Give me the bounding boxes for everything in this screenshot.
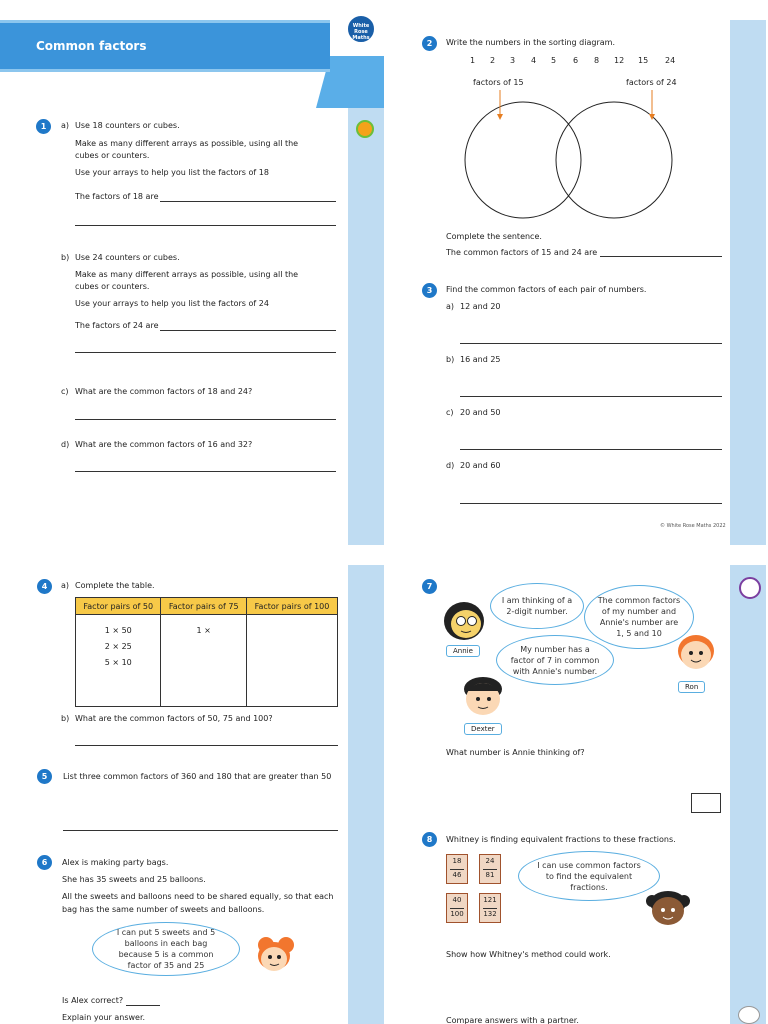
- factor-pair: 5 × 10: [104, 658, 132, 667]
- answer-line[interactable]: [460, 503, 722, 504]
- whitney-avatar: [642, 885, 692, 929]
- q1a-text-line: Make as many different arrays as possible, using all the: [75, 139, 299, 148]
- bubble-text: The common factors of my number and Annie's number are 1, 5 and 10: [597, 596, 681, 638]
- alex-avatar: [246, 931, 294, 975]
- q2-sentence: The common factors of 15 and 24 are: [446, 248, 598, 257]
- whitney-speech-bubble: [518, 851, 660, 901]
- bubble-text: My number has a factor of 7 in common with Annie's number.: [510, 644, 600, 676]
- q8-show: Show how Whitney's method could work.: [446, 950, 611, 959]
- q1a-instruction: Use 18 counters or cubes.: [75, 121, 180, 130]
- answer-line[interactable]: [460, 449, 722, 450]
- thinking-icon: [739, 577, 761, 599]
- q6-text-line: bag has the same number of sweets and balloons.: [62, 905, 265, 914]
- question-number-7: 7: [422, 579, 437, 594]
- sort-number[interactable]: 24: [665, 56, 676, 65]
- copyright-text: © White Rose Maths 2022: [660, 523, 726, 529]
- q2-instruction: Write the numbers in the sorting diagram.: [446, 38, 615, 47]
- worksheet-page-2: [384, 0, 768, 545]
- q1b-text-line: cubes or counters.: [75, 282, 150, 291]
- question-number-4: 4: [37, 579, 52, 594]
- q1b-instruction: Use 24 counters or cubes.: [75, 253, 180, 262]
- factor-pair: 1 × 50: [104, 626, 132, 635]
- q6-text-line: All the sweets and balloons need to be shared equally, so that each: [62, 892, 334, 901]
- side-strip: [730, 565, 766, 1024]
- factor-pair: 2 × 25: [104, 642, 132, 651]
- page-title: Common factors: [36, 39, 147, 53]
- fraction-card: [479, 893, 501, 923]
- question-number-5: 5: [37, 769, 52, 784]
- q3a-pair: 12 and 20: [460, 302, 501, 311]
- question-number-8: 8: [422, 832, 437, 847]
- part-label-a: a): [61, 121, 70, 130]
- answer-line[interactable]: [460, 396, 722, 397]
- table-header: Factor pairs of 100: [246, 598, 337, 615]
- q1b-prompt: The factors of 24 are: [75, 321, 159, 330]
- part-label-c: c): [61, 387, 69, 396]
- part-label-b: b): [61, 253, 70, 262]
- sort-number[interactable]: 15: [638, 56, 649, 65]
- answer-line[interactable]: [75, 419, 336, 420]
- q2-complete: Complete the sentence.: [446, 232, 542, 241]
- q4a-instruction: Complete the table.: [75, 581, 155, 590]
- part-label-a: a): [446, 302, 455, 311]
- denominator: 100: [450, 910, 464, 918]
- question-number-2: 2: [422, 36, 437, 51]
- bubble-text: I can put 5 sweets and 5 balloons in each bag because 5 is a common factor of 35 and 25: [116, 928, 216, 970]
- table-cell[interactable]: [161, 615, 246, 707]
- bubble-text: I can use common factors to find the equivalent fractions.: [537, 860, 641, 892]
- answer-line[interactable]: [460, 343, 722, 344]
- answer-box[interactable]: [691, 793, 721, 813]
- q3-instruction: Find the common factors of each pair of numbers.: [446, 285, 647, 294]
- answer-line[interactable]: [75, 471, 336, 472]
- sort-number[interactable]: 4: [531, 56, 537, 65]
- dexter-name-label: Dexter: [464, 723, 502, 735]
- answer-line[interactable]: [75, 225, 336, 226]
- sort-number[interactable]: 5: [551, 56, 557, 65]
- annie-avatar: [440, 599, 490, 643]
- numerator: 24: [485, 857, 495, 865]
- q3b-pair: 16 and 25: [460, 355, 501, 364]
- answer-line[interactable]: [63, 830, 338, 831]
- annie-name-label: Annie: [446, 645, 480, 657]
- bubble-text: I am thinking of a 2-digit number.: [501, 596, 573, 616]
- q4b-question: What are the common factors of 50, 75 and 100?: [75, 714, 273, 723]
- denominator: 46: [452, 871, 462, 879]
- q1a-prompt: The factors of 18 are: [75, 192, 159, 201]
- part-label-d: d): [446, 461, 455, 470]
- answer-line[interactable]: [600, 256, 722, 257]
- q1a-text-line: Use your arrays to help you list the factors of 18: [75, 168, 269, 177]
- numerator: 121: [483, 896, 497, 904]
- part-label-a: a): [61, 581, 70, 590]
- q1c-question: What are the common factors of 18 and 24?: [75, 387, 253, 396]
- venn-right-label: factors of 24: [626, 78, 677, 87]
- ron-avatar: [674, 631, 720, 673]
- title-banner: [0, 20, 330, 72]
- annie-speech-bubble: [490, 583, 584, 629]
- q6-text-line: She has 35 sweets and 25 balloons.: [62, 875, 206, 884]
- worksheet-page-3: [0, 565, 384, 1024]
- dexter-avatar: [458, 673, 508, 719]
- side-strip: [348, 80, 384, 545]
- fraction-card: [479, 854, 501, 884]
- q6-text-line: Alex is making party bags.: [62, 858, 169, 867]
- part-label-b: b): [61, 714, 70, 723]
- q1d-question: What are the common factors of 16 and 32?: [75, 440, 253, 449]
- part-label-d: d): [61, 440, 70, 449]
- worksheet-page-1: [0, 0, 384, 545]
- denominator: 81: [485, 871, 495, 879]
- white-rose-maths-logo: White Rose Maths: [346, 14, 376, 44]
- answer-line[interactable]: [126, 1005, 160, 1006]
- denominator: 132: [483, 910, 497, 918]
- sort-number[interactable]: 2: [490, 56, 496, 65]
- dexter-speech-bubble: [496, 635, 614, 685]
- q1b-text-line: Make as many different arrays as possible, using all the: [75, 270, 299, 279]
- q3c-pair: 20 and 50: [460, 408, 501, 417]
- sort-number[interactable]: 6: [573, 56, 579, 65]
- q1a-text-line: cubes or counters.: [75, 151, 150, 160]
- alex-speech-bubble: [92, 922, 240, 976]
- q1b-text-line: Use your arrays to help you list the factors of 24: [75, 299, 269, 308]
- factor-pair: 1 ×: [196, 626, 211, 635]
- flower-icon: [356, 120, 374, 138]
- q8-instruction: Whitney is finding equivalent fractions to these fractions.: [446, 835, 676, 844]
- fraction-card: [446, 854, 468, 884]
- question-number-1: 1: [36, 119, 51, 134]
- side-strip: [730, 20, 766, 545]
- numerator: 40: [452, 896, 462, 904]
- sort-number[interactable]: 1: [470, 56, 476, 65]
- answer-line[interactable]: [75, 745, 338, 746]
- sort-number[interactable]: 3: [510, 56, 516, 65]
- q6-explain: Explain your answer.: [62, 1013, 146, 1022]
- sort-number[interactable]: 12: [614, 56, 625, 65]
- venn-diagram[interactable]: [444, 88, 724, 228]
- q8-compare: Compare answers with a partner.: [446, 1016, 579, 1024]
- discussion-icon: [738, 1006, 760, 1024]
- venn-left-label: factors of 15: [473, 78, 524, 87]
- table-cell[interactable]: [76, 615, 161, 707]
- part-label-c: c): [446, 408, 454, 417]
- question-number-6: 6: [37, 855, 52, 870]
- numerator: 18: [452, 857, 462, 865]
- ron-name-label: Ron: [678, 681, 705, 693]
- table-cell[interactable]: [246, 615, 337, 707]
- sort-number[interactable]: 8: [594, 56, 600, 65]
- answer-line[interactable]: [160, 201, 336, 202]
- side-strip: [348, 565, 384, 1024]
- q3d-pair: 20 and 60: [460, 461, 501, 470]
- q7-question: What number is Annie thinking of?: [446, 748, 585, 757]
- answer-line[interactable]: [75, 352, 336, 353]
- answer-line[interactable]: [160, 330, 336, 331]
- table-header: Factor pairs of 75: [161, 598, 246, 615]
- q6-question: Is Alex correct?: [62, 996, 124, 1005]
- factor-pairs-table: [75, 597, 338, 707]
- part-label-b: b): [446, 355, 455, 364]
- question-number-3: 3: [422, 283, 437, 298]
- q5-question: List three common factors of 360 and 180 that are greater than 50: [63, 772, 332, 781]
- fraction-card: [446, 893, 468, 923]
- table-header: Factor pairs of 50: [76, 598, 161, 615]
- worksheet-page-4: [384, 565, 768, 1024]
